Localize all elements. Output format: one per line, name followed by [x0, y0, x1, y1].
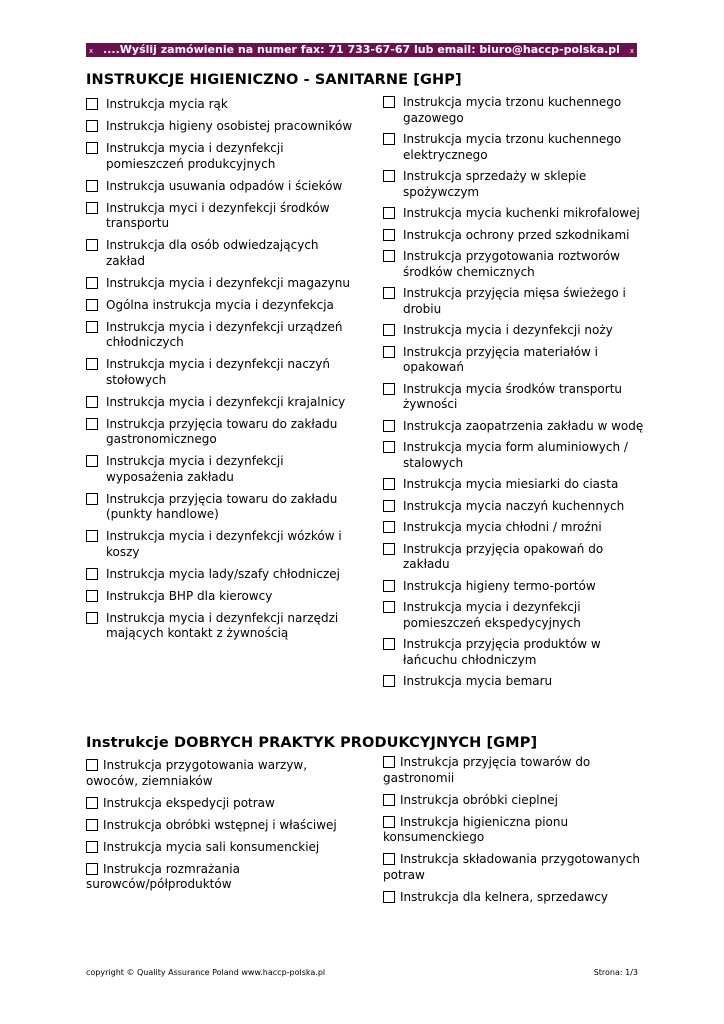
checklist-item [383, 499, 651, 515]
checklist-item-label: Instrukcja zaopatrzenia zakładu w wodę [403, 418, 644, 433]
banner-text: ....Wyślij zamówienie na numer fax: 71 733-67-67 lub email: biuro@haccp-polska.pl [103, 43, 620, 56]
checklist-item-label: Instrukcja mycia form aluminiowych / stalowych [403, 440, 628, 470]
checkbox[interactable] [86, 841, 98, 853]
checklist-item [86, 320, 354, 351]
checkbox[interactable] [383, 580, 395, 592]
checklist-item-label: Instrukcja przyjęcia towaru do zakładu (punkty handlowe) [106, 491, 338, 521]
checklist-item-label: Instrukcja przygotowania roztworów środków chemicznych [403, 249, 620, 279]
checklist-item [86, 758, 354, 789]
checklist-item-label: Instrukcja przyjęcia towaru do zakładu gastronomicznego [106, 416, 338, 446]
checklist-item [86, 417, 354, 448]
checklist-item [86, 97, 354, 113]
checklist-item [383, 890, 651, 906]
checkbox[interactable] [383, 500, 395, 512]
gmp-section-title: Instrukcje DOBRYCH PRAKTYK PRODUKCYJNYCH [GMP] [86, 735, 538, 751]
checklist-item-label: Instrukcja mycia i dezynfekcji narzędzi mających kontakt z żywnością [106, 610, 339, 640]
checklist-item-label: Instrukcja mycia sali konsumenckiej [103, 839, 320, 854]
checklist-item-label: Instrukcja mycia lady/szafy chłodniczej [106, 566, 340, 581]
checklist-item-label: Instrukcja mycia rąk [106, 97, 228, 111]
checkbox[interactable] [86, 819, 98, 831]
checklist-item [86, 796, 354, 812]
checkbox[interactable] [86, 180, 98, 192]
checklist-item-label: Instrukcja mycia i dezynfekcji krajalnicy [106, 394, 346, 409]
checklist-item [383, 286, 651, 317]
ghp-left-column [86, 97, 354, 648]
checkbox[interactable] [383, 478, 395, 490]
checklist-item-label: Instrukcja higieniczna pionu konsumenckiego [383, 814, 569, 844]
checklist-item-label: Instrukcja mycia i dezynfekcji pomieszczeń ekspedycyjnych [403, 600, 581, 630]
checklist-item [383, 520, 651, 536]
checklist-item-label: Instrukcja usuwania odpadów i ścieków [106, 178, 343, 193]
checklist-item-label: Instrukcja dla osób odwiedzających zakład [106, 238, 319, 268]
checkbox[interactable] [86, 299, 98, 311]
checklist-item [86, 141, 354, 172]
checkbox[interactable] [86, 321, 98, 333]
checklist-item [86, 179, 354, 195]
checklist-item [86, 454, 354, 485]
checkbox[interactable] [86, 455, 98, 467]
checkbox[interactable] [383, 133, 395, 145]
checklist-item [383, 228, 651, 244]
checklist-item [86, 529, 354, 560]
checklist-item [383, 637, 651, 668]
checklist-item [383, 815, 651, 846]
footer-copyright: copyright © Quality Assurance Poland www.haccp-polska.pl [86, 968, 326, 977]
checklist-item [383, 793, 651, 809]
checklist-item [86, 840, 354, 856]
checkbox[interactable] [383, 638, 395, 650]
checkbox[interactable] [86, 568, 98, 580]
checklist-item-label: Instrukcja mycia trzonu kuchennego elektrycznego [403, 132, 622, 162]
checkbox[interactable] [383, 441, 395, 453]
checklist-item-label: Instrukcja przyjęcia opakowań do zakładu [403, 541, 604, 571]
checklist-item [86, 611, 354, 642]
checkbox[interactable] [86, 98, 98, 110]
checkbox[interactable] [383, 891, 395, 903]
checklist-item-label: Instrukcja składowania przygotowanych potraw [383, 852, 640, 882]
checklist-item [383, 542, 651, 573]
checklist-item-label: Instrukcja dla kelnera, sprzedawcy [400, 889, 608, 904]
checkbox[interactable] [86, 277, 98, 289]
checklist-item-label: Instrukcja mycia bemaru [403, 674, 553, 688]
checkbox[interactable] [86, 493, 98, 505]
checklist-item [86, 201, 354, 232]
checkbox[interactable] [86, 142, 98, 154]
checkbox[interactable] [86, 530, 98, 542]
banner-mark-right: x [629, 47, 634, 55]
checklist-item [86, 492, 354, 523]
checkbox[interactable] [86, 759, 98, 771]
checklist-item [86, 298, 354, 314]
checkbox[interactable] [86, 797, 98, 809]
checklist-item-label: Instrukcja BHP dla kierowcy [106, 588, 273, 603]
checklist-item-label: Instrukcja przyjęcia produktów w łańcuchu chłodniczym [403, 637, 601, 667]
checklist-item-label: Instrukcja mycia i dezynfekcji magazynu [106, 275, 350, 290]
checklist-item-label: Instrukcja przyjęcia materiałów i opakowań [403, 344, 598, 374]
checklist-item-label: Instrukcja myci i dezynfekcji środków transportu [106, 200, 330, 230]
checkbox[interactable] [383, 287, 395, 299]
checklist-item-label: Instrukcja mycia miesiarki do ciasta [403, 477, 619, 491]
checklist-item-label: Instrukcja przyjęcia towarów do gastronomii [383, 755, 591, 785]
ghp-right-column [383, 95, 651, 696]
checklist-item-label: Instrukcja mycia chłodni / mroźni [403, 520, 602, 534]
checkbox[interactable] [383, 675, 395, 687]
checklist-item-label: Instrukcja higieny termo-portów [403, 578, 596, 593]
checkbox[interactable] [383, 521, 395, 533]
checkbox[interactable] [383, 853, 395, 865]
checkbox[interactable] [383, 250, 395, 262]
checkbox[interactable] [86, 358, 98, 370]
checklist-item-label: Instrukcja mycia i dezynfekcji wózków i koszy [106, 529, 342, 559]
checkbox[interactable] [383, 229, 395, 241]
checklist-item [86, 862, 354, 893]
gmp-right-column [383, 755, 651, 912]
checklist-item [383, 419, 651, 435]
checklist-item-label: Instrukcja ekspedycji potraw [103, 795, 275, 810]
checkbox[interactable] [383, 756, 395, 768]
checklist-item [383, 382, 651, 413]
checklist-item-label: Instrukcja mycia trzonu kuchennego gazowego [403, 95, 622, 125]
checkbox[interactable] [383, 543, 395, 555]
checklist-item [383, 169, 651, 200]
checklist-item [383, 852, 651, 883]
checkbox[interactable] [383, 207, 395, 219]
checklist-item-label: Ogólna instrukcja mycia i dezynfekcja [106, 297, 334, 312]
checklist-item [86, 818, 354, 834]
checkbox[interactable] [86, 120, 98, 132]
checkbox[interactable] [86, 590, 98, 602]
checklist-item-label: Instrukcja mycia i dezynfekcji naczyń stołowych [106, 357, 330, 387]
checkbox[interactable] [383, 601, 395, 613]
checkbox[interactable] [383, 170, 395, 182]
checklist-item [383, 600, 651, 631]
checklist-item [86, 589, 354, 605]
footer-page-number: Strona: 1/3 [593, 968, 638, 977]
checklist-item [383, 206, 651, 222]
checklist-item-label: Instrukcja mycia i dezynfekcji pomieszczeń produkcyjnych [106, 141, 284, 171]
checklist-item-label: Instrukcja obróbki cieplnej [400, 792, 558, 807]
checklist-item-label: Instrukcja mycia i dezynfekcji wyposażenia zakładu [106, 454, 284, 484]
checklist-item-label: Instrukcja higieny osobistej pracowników [106, 119, 353, 133]
checkbox[interactable] [383, 383, 395, 395]
banner-mark-left: x [89, 47, 94, 55]
checklist-item-label: Instrukcja obróbki wstępnej i właściwej [103, 817, 337, 832]
checklist-item-label: Instrukcja mycia kuchenki mikrofalowej [403, 206, 640, 220]
checklist-item-label: Instrukcja mycia środków transportu żywności [403, 381, 623, 411]
checklist-item [383, 249, 651, 280]
checklist-item [86, 395, 354, 411]
checkbox[interactable] [383, 346, 395, 358]
checkbox[interactable] [383, 816, 395, 828]
checkbox[interactable] [86, 863, 98, 875]
checklist-item-label: Instrukcja rozmrażania surowców/półproduktów [86, 861, 240, 891]
ghp-section-title: INSTRUKCJE HIGIENICZNO - SANITARNE [GHP] [86, 72, 462, 88]
checkbox[interactable] [86, 418, 98, 430]
checkbox[interactable] [86, 396, 98, 408]
order-banner [86, 43, 637, 57]
checklist-item-label: Instrukcja mycia i dezynfekcji urządzeń chłodniczych [106, 319, 343, 349]
checklist-item [383, 95, 651, 126]
checklist-item [86, 276, 354, 292]
checklist-item [383, 579, 651, 595]
checklist-item [383, 345, 651, 376]
checklist-item [86, 238, 354, 269]
checklist-item [86, 567, 354, 583]
checkbox[interactable] [86, 612, 98, 624]
checklist-item-label: Instrukcja przyjęcia mięsa świeżego i drobiu [403, 286, 626, 316]
checklist-item-label: Instrukcja mycia naczyń kuchennych [403, 498, 625, 513]
gmp-left-column [86, 758, 354, 899]
checklist-item [383, 674, 651, 690]
checklist-item [383, 755, 651, 786]
checklist-item-label: Instrukcja ochrony przed szkodnikami [403, 227, 630, 242]
checklist-item [86, 119, 354, 135]
checklist-item-label: Instrukcja przygotowania warzyw, owoców, ziemniaków [86, 758, 308, 788]
checklist-item [383, 440, 651, 471]
checkbox[interactable] [383, 324, 395, 336]
checkbox[interactable] [383, 794, 395, 806]
checklist-item-label: Instrukcja mycia i dezynfekcji noży [403, 323, 613, 337]
checkbox[interactable] [86, 239, 98, 251]
checklist-item [383, 132, 651, 163]
checklist-item [86, 357, 354, 388]
checkbox[interactable] [383, 420, 395, 432]
checkbox[interactable] [86, 202, 98, 214]
checklist-item-label: Instrukcja sprzedaży w sklepie spożywczym [403, 169, 587, 199]
checkbox[interactable] [383, 96, 395, 108]
checklist-item [383, 323, 651, 339]
checklist-item [383, 477, 651, 493]
